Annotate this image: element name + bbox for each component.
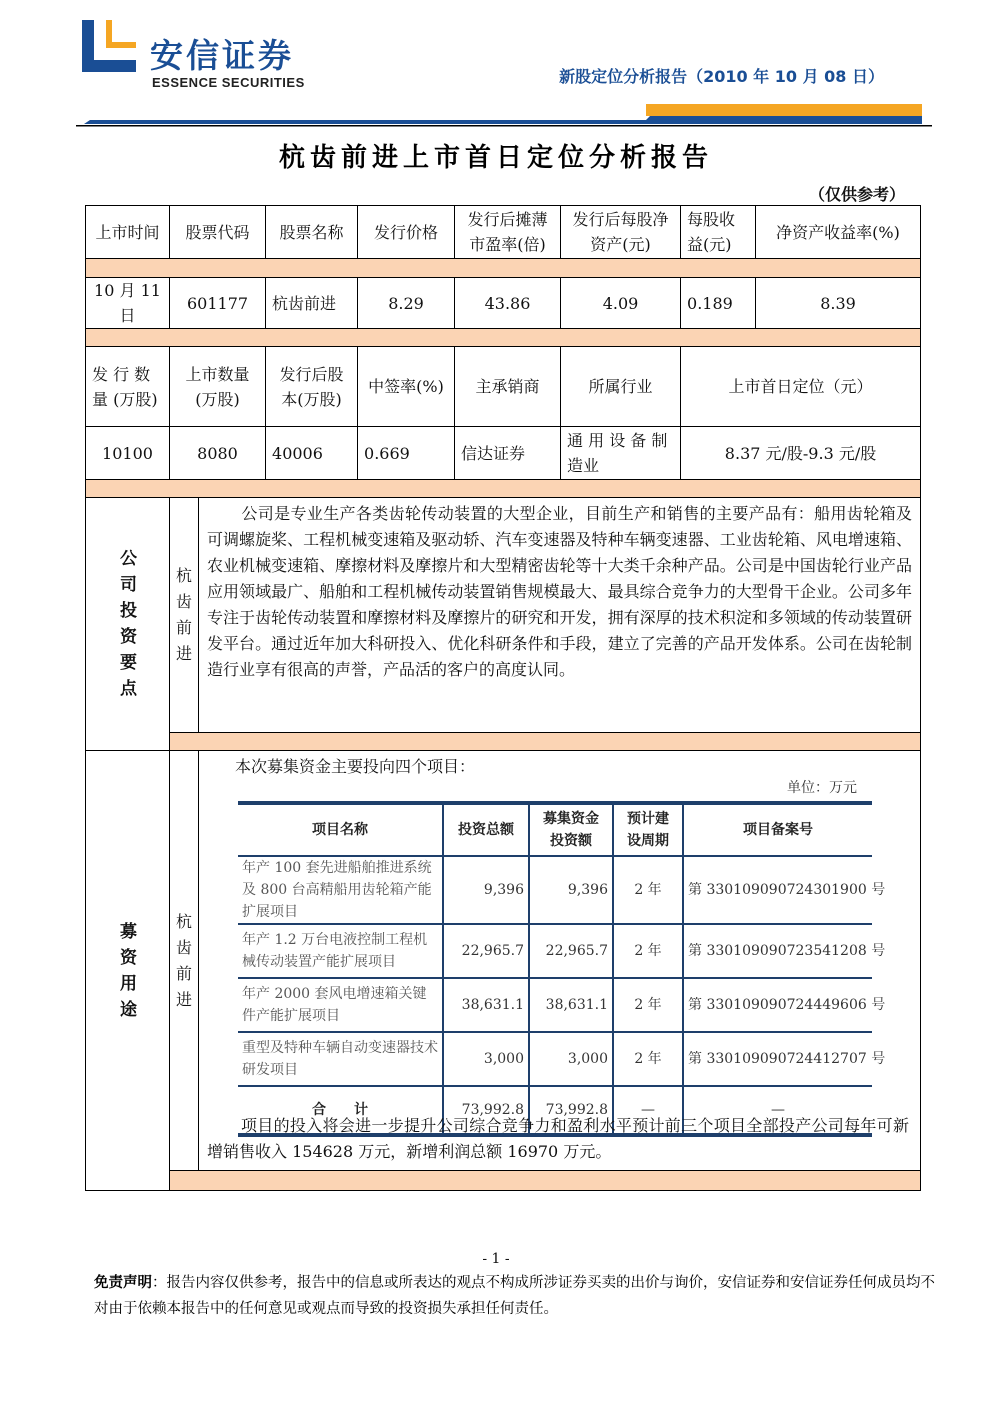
value-cell: 8.39 bbox=[756, 278, 921, 329]
spacer-row bbox=[86, 733, 921, 751]
disclaimer-label: 免责声明 bbox=[94, 1275, 152, 1291]
header-divider-bar bbox=[76, 104, 936, 130]
header-row-2 bbox=[86, 347, 921, 427]
value-cell: 信达证券 bbox=[455, 427, 561, 480]
project-code: 第 330109090724449606 号 bbox=[683, 978, 872, 1032]
project-period: 2 年 bbox=[613, 1032, 683, 1086]
project-raised: 38,631.1 bbox=[529, 978, 613, 1032]
total-code: — bbox=[683, 1086, 872, 1135]
spacer-row bbox=[86, 329, 921, 347]
project-raised: 3,000 bbox=[529, 1032, 613, 1086]
investment-projects-table bbox=[238, 801, 886, 1137]
header-cell: 上市时间 bbox=[86, 206, 170, 259]
project-name: 年产 100 套先进船舶推进系统及 800 台高精船用齿轮箱产能扩展项目 bbox=[238, 856, 443, 924]
page-number: - 1 - bbox=[482, 1251, 510, 1267]
project-name: 年产 1.2 万台电液控制工程机械传动装置产能扩展项目 bbox=[238, 924, 443, 978]
project-total: 38,631.1 bbox=[443, 978, 529, 1032]
section-label-investment-points: 公 司 投 资 要 点 bbox=[86, 498, 170, 751]
investment-points-text: 公司是专业生产各类齿轮传动装置的大型企业，目前生产和销售的主要产品有：船用齿轮箱及可调螺旋桨、工程机械变速箱及驱动轿、汽车变速器及特种车辆变速器、工业齿轮箱、风电增速箱、农业机械变速箱、摩擦材料及摩擦片和大型精密齿轮等十大类千余种产品。公司是中国齿轮行业产品应用领域最广、船舶和工程机械传动装置销售规模最大、最具综合竞争力的大型骨干企业。公司多年专注于齿轮传动装置和摩擦材料及摩擦片的研究和开发，拥有深厚的技术积淀和多领域的传动装置研发平台。通过近年加大科研投入、优化科研条件和手段，建立了完善的产品开发体系。公司在齿轮制造行业享有很高的声誉，产品活的客户的高度认同。 bbox=[199, 498, 921, 733]
table-row bbox=[238, 924, 872, 978]
disclaimer bbox=[94, 1270, 936, 1322]
unit-label: 单位：万元 bbox=[787, 780, 857, 796]
spacer-row bbox=[86, 1171, 921, 1191]
column-header: 项目名称 bbox=[238, 803, 443, 856]
value-cell: 0.189 bbox=[681, 278, 756, 329]
value-cell: 43.86 bbox=[455, 278, 561, 329]
value-cell: 10100 bbox=[86, 427, 170, 480]
project-total: 9,396 bbox=[443, 856, 529, 924]
section-label-use-of-proceeds: 募 资 用 途 bbox=[86, 751, 170, 1191]
use-of-proceeds-row bbox=[86, 751, 921, 1171]
project-period: 2 年 bbox=[613, 856, 683, 924]
header-cell: 发行后摊薄市盈率(倍) bbox=[455, 206, 561, 259]
table-row bbox=[238, 978, 872, 1032]
total-raised: 73,992.8 bbox=[529, 1086, 613, 1135]
projects-header-row bbox=[238, 803, 872, 856]
column-header: 募集资金投资额 bbox=[529, 803, 613, 856]
project-code: 第 330109090724301900 号 bbox=[683, 856, 872, 924]
report-title: 杭齿前进上市首日定位分析报告 bbox=[278, 143, 713, 173]
report-type-header: 新股定位分析报告（2010 年 10 月 08 日） bbox=[559, 67, 884, 86]
value-cell: 8.29 bbox=[358, 278, 455, 329]
header-cell: 发 行 数 量 (万股) bbox=[86, 347, 170, 427]
brand-name-en: ESSENCE SECURITIES bbox=[152, 75, 305, 90]
header-cell: 发行价格 bbox=[358, 206, 455, 259]
project-name: 年产 2000 套风电增速箱关键件产能扩展项目 bbox=[238, 978, 443, 1032]
header-row-1 bbox=[86, 206, 921, 259]
value-cell: 0.669 bbox=[358, 427, 455, 480]
header-cell: 主承销商 bbox=[455, 347, 561, 427]
value-cell: 杭齿前进 bbox=[266, 278, 358, 329]
proceeds-intro: 本次募集资金主要投向四个项目： bbox=[235, 757, 476, 776]
column-header: 项目备案号 bbox=[683, 803, 872, 856]
use-of-proceeds-content bbox=[199, 751, 921, 1171]
value-cell: 40006 bbox=[266, 427, 358, 480]
reference-note: （仅供参考） bbox=[808, 185, 905, 204]
value-cell: 8.37 元/股-9.3 元/股 bbox=[681, 427, 921, 480]
proceeds-outro: 项目的投入将会进一步提升公司综合竞争力和盈利水平预计前三个项目全部投产公司每年可新增销售收入 154628 万元，新增利润总额 16970 万元。 bbox=[207, 1116, 909, 1161]
project-period: 2 年 bbox=[613, 978, 683, 1032]
project-total: 3,000 bbox=[443, 1032, 529, 1086]
project-raised: 9,396 bbox=[529, 856, 613, 924]
header-cell: 上市数量(万股) bbox=[170, 347, 266, 427]
value-cell: 601177 bbox=[170, 278, 266, 329]
total-period: — bbox=[613, 1086, 683, 1135]
ipo-summary-table bbox=[85, 205, 921, 1191]
spacer-row bbox=[86, 480, 921, 498]
value-cell: 10 月 11 日 bbox=[86, 278, 170, 329]
project-total: 22,965.7 bbox=[443, 924, 529, 978]
project-code: 第 330109090723541208 号 bbox=[683, 924, 872, 978]
table-row bbox=[238, 856, 872, 924]
header-cell: 股票代码 bbox=[170, 206, 266, 259]
total-label: 合 计 bbox=[238, 1086, 443, 1135]
value-cell: 通 用 设 备 制 造业 bbox=[561, 427, 681, 480]
total-amount: 73,992.8 bbox=[443, 1086, 529, 1135]
company-label: 杭 齿 前 进 bbox=[170, 498, 199, 733]
value-row-1 bbox=[86, 278, 921, 329]
project-raised: 22,965.7 bbox=[529, 924, 613, 978]
value-cell: 4.09 bbox=[561, 278, 681, 329]
disclaimer-text: ：报告内容仅供参考，报告中的信息或所表达的观点不构成所涉证券买卖的出价与询价，安信证券和安信证券任何成员均不对由于依赖本报告中的任何意见或观点而导致的投资损失承担任何责任。 bbox=[94, 1275, 935, 1317]
project-code: 第 330109090724412707 号 bbox=[683, 1032, 872, 1086]
brand-name-cn: 安信证券 bbox=[150, 36, 294, 75]
value-row-2 bbox=[86, 427, 921, 480]
company-label: 杭 齿 前 进 bbox=[170, 751, 199, 1171]
header-cell: 中签率(%) bbox=[358, 347, 455, 427]
header-cell: 股票名称 bbox=[266, 206, 358, 259]
logo-icon bbox=[82, 20, 136, 72]
investment-points-row bbox=[86, 498, 921, 733]
column-header: 投资总额 bbox=[443, 803, 529, 856]
header-cell: 发行后每股净资产(元) bbox=[561, 206, 681, 259]
value-cell: 8080 bbox=[170, 427, 266, 480]
project-name: 重型及特种车辆自动变速器技术研发项目 bbox=[238, 1032, 443, 1086]
header-cell: 上市首日定位（元） bbox=[681, 347, 921, 427]
header-cell: 所属行业 bbox=[561, 347, 681, 427]
table-row bbox=[238, 1032, 872, 1086]
header-cell: 发行后股本(万股) bbox=[266, 347, 358, 427]
header-cell: 净资产收益率(%) bbox=[756, 206, 921, 259]
project-period: 2 年 bbox=[613, 924, 683, 978]
header-cell: 每股收益(元) bbox=[681, 206, 756, 259]
column-header: 预计建设周期 bbox=[613, 803, 683, 856]
spacer-row bbox=[86, 259, 921, 278]
